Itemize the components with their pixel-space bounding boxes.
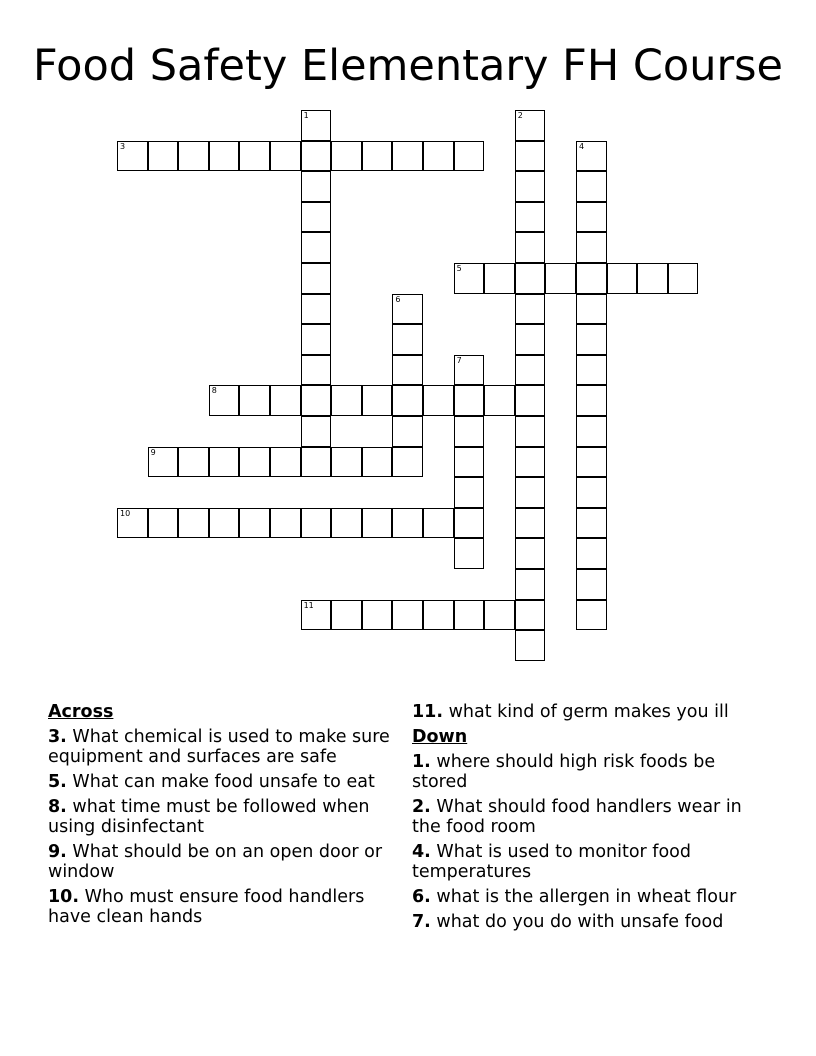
grid-cell[interactable] <box>301 600 332 631</box>
grid-cell[interactable] <box>148 508 179 539</box>
grid-cell[interactable] <box>576 355 607 386</box>
grid-cell[interactable] <box>362 447 393 478</box>
grid-cell[interactable] <box>178 141 209 172</box>
grid-cell[interactable] <box>484 263 515 294</box>
grid-cell[interactable] <box>454 263 485 294</box>
down-heading: Down <box>412 727 468 747</box>
clue-text: where should high risk foods be stored <box>412 752 716 792</box>
grid-cell[interactable] <box>301 263 332 294</box>
grid-cell[interactable] <box>301 508 332 539</box>
grid-cell[interactable] <box>515 477 546 508</box>
grid-cell[interactable] <box>454 538 485 569</box>
across-clue-9 <box>48 842 400 882</box>
cell-number: 7 <box>456 355 462 365</box>
grid-cell[interactable] <box>178 508 209 539</box>
grid-cell[interactable] <box>301 447 332 478</box>
grid-cell[interactable] <box>209 447 240 478</box>
grid-cell[interactable] <box>515 110 546 141</box>
cell-number: 9 <box>150 447 156 457</box>
grid-cell[interactable] <box>576 294 607 325</box>
cell-number: 2 <box>517 111 523 120</box>
down-clue-4 <box>412 842 762 882</box>
cell-number: 10 <box>120 508 131 518</box>
grid-cell[interactable] <box>178 447 209 478</box>
grid-cell[interactable] <box>117 508 148 539</box>
grid-cell[interactable] <box>301 355 332 386</box>
grid-cell[interactable] <box>454 508 485 539</box>
grid-cell[interactable] <box>270 447 301 478</box>
grid-cell[interactable] <box>454 416 485 447</box>
across-clue-5 <box>48 772 400 792</box>
grid-cell[interactable] <box>301 385 332 416</box>
clue-number: 6. <box>412 887 431 907</box>
grid-cell[interactable] <box>515 202 546 233</box>
grid-cell[interactable] <box>576 508 607 539</box>
grid-cell[interactable] <box>576 385 607 416</box>
grid-cell[interactable] <box>576 477 607 508</box>
grid-cell[interactable] <box>454 385 485 416</box>
cell-number: 11 <box>303 600 314 610</box>
grid-cell[interactable] <box>301 202 332 233</box>
grid-cell[interactable] <box>362 141 393 172</box>
grid-cell[interactable] <box>454 355 485 386</box>
grid-cell[interactable] <box>576 232 607 263</box>
grid-cell[interactable] <box>515 416 546 447</box>
grid-cell[interactable] <box>515 355 546 386</box>
clue-number: 5. <box>48 772 67 792</box>
grid-cell[interactable] <box>301 416 332 447</box>
grid-cell[interactable] <box>239 447 270 478</box>
grid-cell[interactable] <box>270 508 301 539</box>
grid-cell[interactable] <box>454 447 485 478</box>
grid-cell[interactable] <box>392 600 423 631</box>
grid-cell[interactable] <box>576 324 607 355</box>
grid-cell[interactable] <box>545 263 576 294</box>
down-clue-1 <box>412 752 762 792</box>
grid-cell[interactable] <box>515 569 546 600</box>
grid-cell[interactable] <box>392 508 423 539</box>
grid-cell[interactable] <box>423 141 454 172</box>
grid-cell[interactable] <box>515 385 546 416</box>
clue-column-right <box>412 702 762 937</box>
grid-cell[interactable] <box>576 141 607 172</box>
grid-cell[interactable] <box>515 171 546 202</box>
page-title: Food Safety Elementary FH Course <box>32 41 784 91</box>
clue-number: 2. <box>412 797 431 817</box>
grid-cell[interactable] <box>576 569 607 600</box>
grid-cell[interactable] <box>301 141 332 172</box>
grid-cell[interactable] <box>301 232 332 263</box>
grid-cell[interactable] <box>270 141 301 172</box>
grid-cell[interactable] <box>515 538 546 569</box>
grid-cell[interactable] <box>301 324 332 355</box>
grid-cell[interactable] <box>515 294 546 325</box>
clue-text: what time must be followed when using disinfectant <box>48 797 370 837</box>
grid-cell[interactable] <box>331 141 362 172</box>
grid-cell[interactable] <box>423 508 454 539</box>
grid-cell[interactable] <box>454 600 485 631</box>
grid-cell[interactable] <box>392 141 423 172</box>
clue-text: What can make food unsafe to eat <box>72 772 375 792</box>
grid-cell[interactable] <box>392 324 423 355</box>
grid-cell[interactable] <box>576 600 607 631</box>
clue-text: what do you do with unsafe food <box>436 912 724 932</box>
across-clue-8 <box>48 797 400 837</box>
grid-cell[interactable] <box>515 447 546 478</box>
grid-cell[interactable] <box>392 294 423 325</box>
grid-cell[interactable] <box>301 294 332 325</box>
grid-cell[interactable] <box>515 508 546 539</box>
grid-cell[interactable] <box>576 538 607 569</box>
grid-cell[interactable] <box>331 600 362 631</box>
clue-number: 11. <box>412 702 444 722</box>
clue-number: 4. <box>412 842 431 862</box>
clue-text: what kind of germ makes you ill <box>448 702 729 722</box>
grid-cell[interactable] <box>301 110 332 141</box>
grid-cell[interactable] <box>392 447 423 478</box>
across-heading: Across <box>48 702 114 722</box>
clue-number: 10. <box>48 887 80 907</box>
grid-cell[interactable] <box>209 141 240 172</box>
clue-text: What should be on an open door or window <box>48 842 383 882</box>
grid-cell[interactable] <box>392 355 423 386</box>
grid-cell[interactable] <box>239 141 270 172</box>
clue-number: 1. <box>412 752 431 772</box>
clue-number: 9. <box>48 842 67 862</box>
grid-cell[interactable] <box>331 447 362 478</box>
down-clue-2 <box>412 797 762 837</box>
down-clue-6 <box>412 887 762 907</box>
grid-cell[interactable] <box>301 171 332 202</box>
grid-cell[interactable] <box>576 263 607 294</box>
grid-cell[interactable] <box>362 600 393 631</box>
grid-cell[interactable] <box>515 324 546 355</box>
grid-cell[interactable] <box>637 263 668 294</box>
crossword-grid <box>117 110 701 663</box>
across-clue-10 <box>48 887 400 927</box>
grid-cell[interactable] <box>515 141 546 172</box>
grid-cell[interactable] <box>239 508 270 539</box>
grid-cell[interactable] <box>668 263 699 294</box>
grid-cell[interactable] <box>484 385 515 416</box>
grid-cell[interactable] <box>484 600 515 631</box>
clue-text: What should food handlers wear in the food room <box>412 797 742 837</box>
clue-number: 3. <box>48 727 67 747</box>
grid-cell[interactable] <box>392 416 423 447</box>
grid-cell[interactable] <box>515 263 546 294</box>
grid-cell[interactable] <box>423 600 454 631</box>
clue-column-left <box>48 702 400 932</box>
grid-cell[interactable] <box>576 171 607 202</box>
grid-cell[interactable] <box>576 447 607 478</box>
grid-cell[interactable] <box>362 385 393 416</box>
grid-cell[interactable] <box>576 416 607 447</box>
grid-cell[interactable] <box>362 508 393 539</box>
grid-cell[interactable] <box>331 508 362 539</box>
clue-number: 7. <box>412 912 431 932</box>
clue-text: What is used to monitor food temperatures <box>412 842 691 882</box>
grid-cell[interactable] <box>209 385 240 416</box>
grid-cell[interactable] <box>454 477 485 508</box>
grid-cell[interactable] <box>515 232 546 263</box>
grid-cell[interactable] <box>515 600 546 631</box>
cell-number: 1 <box>303 111 309 120</box>
down-clue-7 <box>412 912 762 932</box>
grid-cell[interactable] <box>148 447 179 478</box>
clue-number: 8. <box>48 797 67 817</box>
grid-cell[interactable] <box>270 385 301 416</box>
grid-cell[interactable] <box>576 202 607 233</box>
grid-cell[interactable] <box>148 141 179 172</box>
grid-cell[interactable] <box>117 141 148 172</box>
grid-cell[interactable] <box>392 385 423 416</box>
across-clue-11 <box>412 702 762 722</box>
grid-cell[interactable] <box>454 141 485 172</box>
grid-cell[interactable] <box>209 508 240 539</box>
cell-number: 3 <box>120 141 126 151</box>
clue-text: What chemical is used to make sure equipment and surfaces are safe <box>48 727 390 767</box>
clue-text: what is the allergen in wheat flour <box>436 887 737 907</box>
cell-number: 5 <box>456 264 462 273</box>
clue-text: Who must ensure food handlers have clean hands <box>48 887 365 927</box>
cell-number: 8 <box>211 386 217 396</box>
cell-number: 4 <box>579 141 585 151</box>
grid-cell[interactable] <box>423 385 454 416</box>
grid-cell[interactable] <box>331 385 362 416</box>
cell-number: 6 <box>395 294 401 304</box>
grid-cell[interactable] <box>607 263 638 294</box>
across-clue-3 <box>48 727 400 767</box>
grid-cell[interactable] <box>239 385 270 416</box>
grid-cell[interactable] <box>515 630 546 661</box>
